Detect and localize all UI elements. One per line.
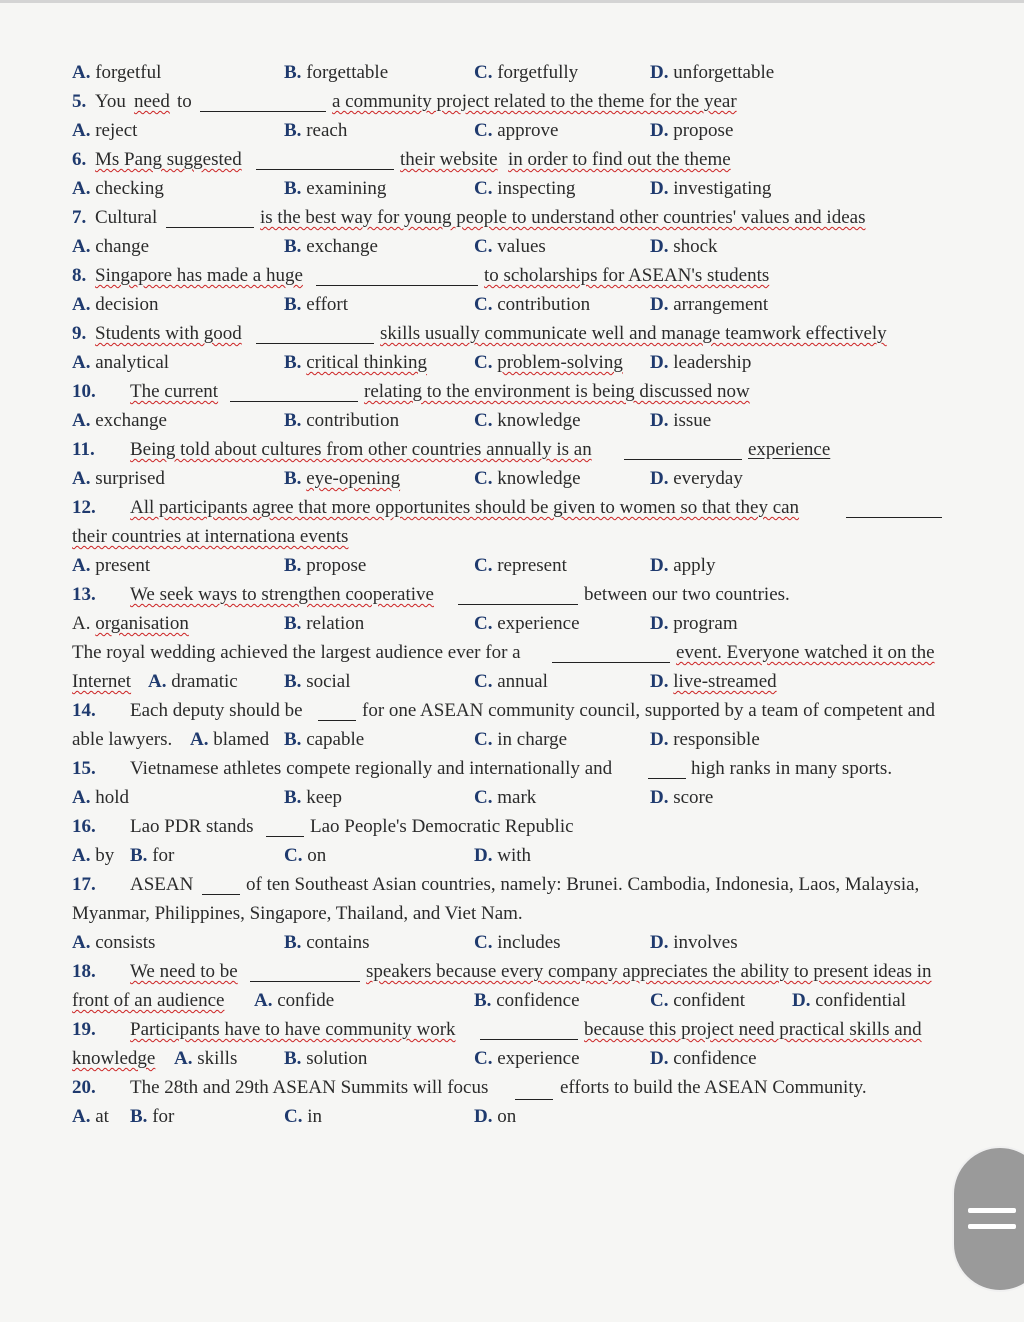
q-wedding-option-b: B. social [284, 671, 351, 692]
q17-stem-cont: Myanmar, Philippines, Singapore, Thailand, and Viet Nam. [72, 903, 523, 924]
q13-stem: 13. We seek ways to strengthen cooperative between our two countries. [72, 584, 790, 605]
q9-options [0, 348, 1024, 377]
q10-stem: 10. The current relating to the environment is being discussed now [72, 381, 750, 402]
q15-option-b: B. keep [284, 787, 343, 808]
q17-blank [202, 874, 240, 895]
q20-blank [515, 1079, 553, 1100]
q10-option-c: C. knowledge [474, 410, 581, 431]
q17-option-d: D. involves [650, 932, 738, 953]
q7-options [0, 232, 1024, 261]
q9-option-a: A. analytical [72, 352, 170, 373]
q13-option-b: B. relation [284, 613, 365, 634]
q13-option-c: C. experience [474, 613, 580, 634]
q4-option-b: B. forgettable [284, 62, 389, 83]
q7-option-d: D. shock [650, 236, 718, 257]
q9-option-b: B. critical thinking [284, 352, 428, 373]
q7-option-a: A. change [72, 236, 150, 257]
grip-line-icon [968, 1224, 1016, 1229]
q-wedding-option-a: A. dramatic [148, 671, 238, 692]
q15-stem: 15. Vietnamese athletes compete regionally and internationally and high ranks in many sports. [72, 758, 893, 779]
q6-option-b: B. examining [284, 178, 387, 199]
q15-options [0, 783, 1024, 812]
q-wedding-options: Internet A. dramatic B. social C. annual D. live-streamed [0, 667, 1024, 696]
q10-option-b: B. contribution [284, 410, 400, 431]
q19-option-b: B. solution [284, 1048, 368, 1069]
q9-stem: 9. Students with good skills usually communicate well and manage teamwork effectively [72, 323, 887, 344]
q18-option-d: D. confidential [792, 990, 906, 1011]
q12-stem-cont: their countries at internationa events [72, 526, 349, 547]
q7-option-b: B. exchange [284, 236, 378, 257]
top-border [0, 0, 1024, 3]
q4-options [0, 58, 1024, 87]
q9-option-c: C. problem-solving [474, 352, 623, 373]
q16-option-d: D. with [474, 845, 532, 866]
q5-option-d: D. propose [650, 120, 734, 141]
q17-stem: 17. ASEAN of ten Southeast Asian countries, namely: Brunei. Cambodia, Indonesia, Laos, Malaysia, [72, 874, 920, 895]
q-wedding-option-d: D. live-streamed [650, 671, 777, 692]
q15-blank [648, 758, 686, 779]
q12-option-c: C. represent [474, 555, 567, 576]
q19-blank [480, 1019, 578, 1040]
q7-option-c: C. values [474, 236, 546, 257]
q7-blank [166, 207, 254, 228]
q11-option-d: D. everyday [650, 468, 743, 489]
q12-option-b: B. propose [284, 555, 367, 576]
q19-option-a: A. skills [174, 1048, 238, 1069]
q15-option-a: A. hold [72, 787, 130, 808]
q10-options [0, 406, 1024, 435]
grip-line-icon [968, 1208, 1016, 1213]
q9-blank [256, 323, 374, 344]
q16-options [0, 841, 1024, 870]
q11-option-b: B. eye-opening [284, 468, 401, 489]
q13-option-a: A. organisation [72, 613, 189, 634]
q16-stem: 16. Lao PDR stands Lao People's Democratic Republic [72, 816, 574, 837]
q13-option-d: D. program [650, 613, 738, 634]
q14-option-b: B. capable [284, 729, 365, 750]
q8-blank [316, 265, 478, 286]
q6-stem: 6. Ms Pang suggested their website in order to find out the theme [72, 149, 731, 170]
q19-option-d: D. confidence [650, 1048, 757, 1069]
q12-stem: 12. All participants agree that more opportunites should be given to women so that they can [0, 493, 1024, 522]
q17-option-a: A. consists [72, 932, 156, 953]
q8-option-d: D. arrangement [650, 294, 769, 315]
q17-option-c: C. includes [474, 932, 561, 953]
q18-options: front of an audience A. confide B. confidence C. confident D. confidential [0, 986, 1024, 1015]
q14-option-d: D. responsible [650, 729, 760, 750]
q6-blank [256, 149, 394, 170]
scroll-handle[interactable] [952, 1146, 1024, 1292]
q19-option-c: C. experience [474, 1048, 580, 1069]
q17-option-b: B. contains [284, 932, 370, 953]
q20-options [0, 1102, 1024, 1131]
q4-option-a: A. forgetful [72, 62, 162, 83]
q-wedding-option-c: C. annual [474, 671, 548, 692]
q10-blank [230, 381, 358, 402]
q5-options [0, 116, 1024, 145]
q19-options: knowledge A. skills B. solution C. experience D. confidence [0, 1044, 1024, 1073]
q6-option-a: A. checking [72, 178, 164, 199]
q16-blank [266, 816, 304, 837]
q13-blank [458, 584, 578, 605]
q5-stem: 5. You need to a community project related to the theme for the year [72, 91, 737, 112]
q20-option-c: C. in [284, 1106, 323, 1127]
q10-option-d: D. issue [650, 410, 712, 431]
q4-option-c: C. forgetfully [474, 62, 579, 83]
q15-option-c: C. mark [474, 787, 537, 808]
q11-option-c: C. knowledge [474, 468, 581, 489]
q4-option-d: D. unforgettable [650, 62, 775, 83]
q14-option-c: C. in charge [474, 729, 568, 750]
q15-option-d: D. score [650, 787, 714, 808]
q13-options [0, 609, 1024, 638]
q20-stem: 20. The 28th and 29th ASEAN Summits will focus efforts to build the ASEAN Community. [72, 1077, 867, 1098]
q6-option-c: C. inspecting [474, 178, 576, 199]
q18-blank [250, 961, 360, 982]
q11-stem: 11. Being told about cultures from other countries annually is an experience [72, 439, 831, 460]
q18-option-c: C. confident [650, 990, 745, 1011]
q8-stem: 8. Singapore has made a huge to scholarships for ASEAN's students [72, 265, 770, 286]
q-wedding-blank [552, 642, 670, 663]
q-wedding-stem: The royal wedding achieved the largest audience ever for a event. Everyone watched it on the [72, 642, 935, 663]
q5-option-a: A. reject [72, 120, 138, 141]
q17-options [0, 928, 1024, 957]
q5-option-c: C. approve [474, 120, 559, 141]
q12-option-d: D. apply [650, 555, 716, 576]
q16-option-a: A. by [72, 845, 115, 866]
q11-options [0, 464, 1024, 493]
q8-option-a: A. decision [72, 294, 159, 315]
q12-options [0, 551, 1024, 580]
q14-blank [318, 700, 356, 721]
q14-options: able lawyers. A. blamed B. capable C. in charge D. responsible [0, 725, 1024, 754]
q18-option-b: B. confidence [474, 990, 580, 1011]
q12-blank [846, 497, 942, 518]
q12-option-a: A. present [72, 555, 151, 576]
q16-option-c: C. on [284, 845, 327, 866]
q8-option-c: C. contribution [474, 294, 591, 315]
q8-option-b: B. effort [284, 294, 349, 315]
q6-options [0, 174, 1024, 203]
q9-option-d: D. leadership [650, 352, 752, 373]
q20-option-d: D. on [474, 1106, 517, 1127]
q18-option-a: A. confide [254, 990, 335, 1011]
q5-option-b: B. reach [284, 120, 348, 141]
q16-option-b: B. for [130, 845, 175, 866]
q18-stem: 18. We need to be speakers because every company appreciates the ability to present ideas in [72, 961, 932, 982]
q7-stem: 7. Cultural is the best way for young people to understand other countries' values and ideas [72, 207, 866, 228]
q20-option-a: A. at [72, 1106, 109, 1127]
q11-blank [624, 439, 742, 460]
q20-option-b: B. for [130, 1106, 175, 1127]
q14-stem: 14. Each deputy should be for one ASEAN community council, supported by a team of competent and [72, 700, 936, 721]
q6-option-d: D. investigating [650, 178, 772, 199]
q5-blank [200, 91, 326, 112]
q10-option-a: A. exchange [72, 410, 167, 431]
q8-options [0, 290, 1024, 319]
q14-option-a: A. blamed [190, 729, 270, 750]
q11-option-a: A. surprised [72, 468, 165, 489]
q19-stem: 19. Participants have to have community work because this project need practical skills and [72, 1019, 922, 1040]
